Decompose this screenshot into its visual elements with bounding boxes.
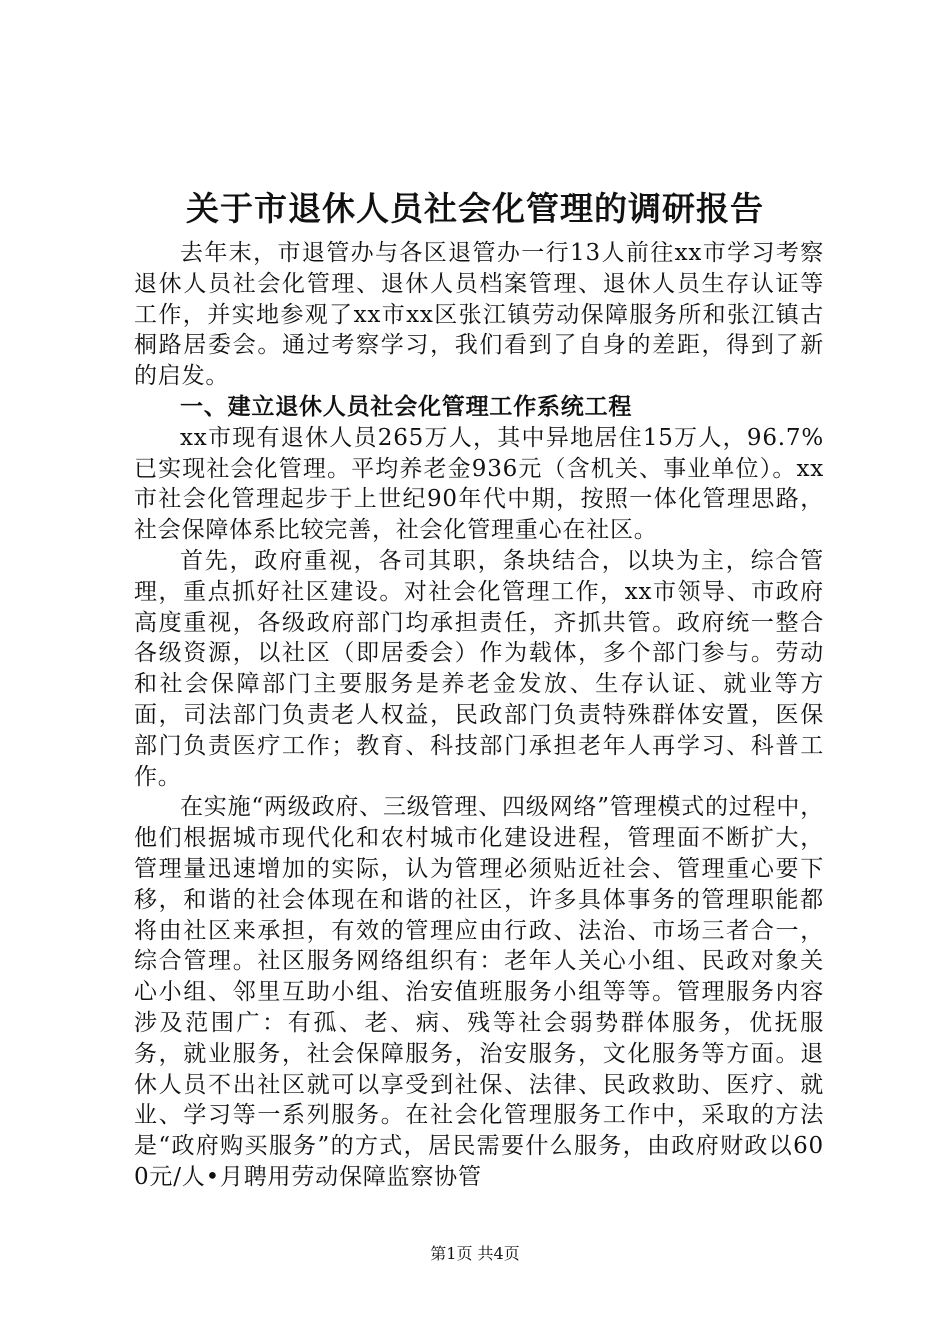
page-footer: 第1页 共4页 [430,1244,520,1263]
document-title: 关于市退休人员社会化管理的调研报告 [186,189,764,228]
document-body [134,238,824,1193]
paragraph-management-model: 在实施“两级政府、三级管理、四级网络”管理模式的过程中，他们根据城市现代化和农村城市化建设进程，管理面不断扩大，管理量迅速增加的实际，认为管理必须贴近社会、管理重心要下移，和谐的社会体现在和谐的社区，许多具体事务的管理职能都将由社区来承担，有效的管理应由行政、法治、市场三者合一，综合管理。社区服务网络组织有：老年人关心小组、民政对象关心小组、邻里互助小组、治安值班服务小组等等。管理服务内容涉及范围广：有孤、老、病、残等社会弱势群体服务，优抚服务，就业服务，社会保障服务，治安服务，文化服务等方面。退休人员不出社区就可以享受到社保、法律、民政救助、医疗、就业、学习等一系列服务。在社会化管理服务工作中，采取的方法是“政府购买服务”的方式，居民需要什么服务，由政府财政以600元/人•月聘用劳动保障监察协管 [134,794,824,1190]
section-heading-1: 一、建立退休人员社会化管理工作系统工程 [180,392,633,420]
paragraph-intro: 去年末，市退管办与各区退管办一行13人前往xx市学习考察退休人员社会化管理、退休人员档案管理、退休人员生存认证等工作，并实地参观了xx市xx区张江镇劳动保障服务所和张江镇古桐路居委会。通过考察学习，我们看到了自身的差距，得到了新的启发。 [134,240,824,390]
paragraph-government: 首先，政府重视，各司其职，条块结合，以块为主，综合管理，重点抓好社区建设。对社会化管理工作，xx市领导、市政府高度重视，各级政府部门均承担责任，齐抓共管。政府统一整合各级资源，以社区（即居委会）作为载体，多个部门参与。劳动和社会保障部门主要服务是养老金发放、生存认证、就业等方面，司法部门负责老人权益，民政部门负责特殊群体安置，医保部门负责医疗工作；教育、科技部门承担老年人再学习、科普工作。 [134,547,824,790]
paragraph-overview: xx市现有退休人员265万人，其中异地居住15万人，96.7%已实现社会化管理。平均养老金936元（含机关、事业单位）。xx市社会化管理起步于上世纪90年代中期，按照一体化管理思路，社会保障体系比较完善，社会化管理重心在社区。 [134,424,824,544]
